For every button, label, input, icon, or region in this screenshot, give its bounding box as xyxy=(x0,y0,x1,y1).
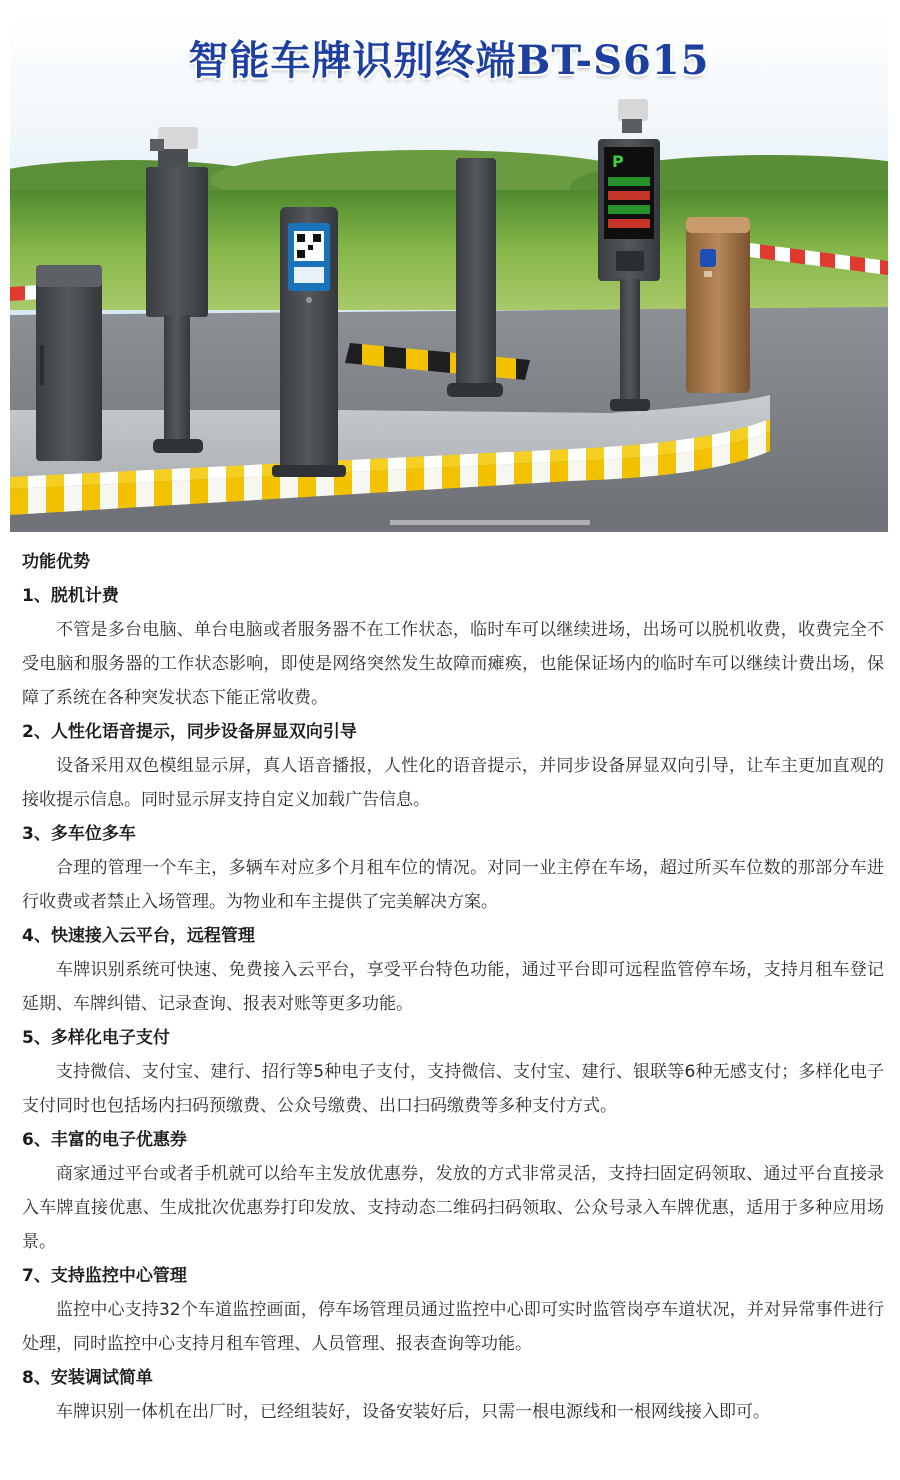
feature-body: 设备采用双色模组显示屏，真人语音播报，人性化的语音提示，并同步设备屏显双向引导，让车主更加直观的接收提示信息。同时显示屏支持自定义加载广告信息。 xyxy=(22,756,884,810)
feature-body: 不管是多台电脑、单台电脑或者服务器不在工作状态，临时车可以继续进场，出场可以脱机收费，收费完全不受电脑和服务器的工作状态影响，即使是网络突然发生故障而瘫痪，也能保证场内的临时车可以继续计费出场，保障了系统在各种突发状态下能正常收费。 xyxy=(22,620,884,708)
feature-title: 7、支持监控中心管理 xyxy=(22,1266,187,1286)
feature-body: 合理的管理一个车主，多辆车对应多个月租车位的情况。对同一业主停在车场，超过所买车位数的那部分车进行收费或者禁止入场管理。为物业和车主提供了完美解决方案。 xyxy=(22,858,884,912)
hero-banner xyxy=(10,15,888,532)
feature-section xyxy=(22,919,888,1021)
feature-section xyxy=(22,579,888,715)
display-p-letter: P xyxy=(612,152,624,171)
feature-title: 5、多样化电子支付 xyxy=(22,1028,170,1048)
feature-section xyxy=(22,1259,888,1361)
product-scene-illustration xyxy=(10,15,888,532)
feature-title: 4、快速接入云平台，远程管理 xyxy=(22,926,255,946)
features-heading: 功能优势 xyxy=(22,552,90,572)
feature-title: 6、丰富的电子优惠券 xyxy=(22,1130,187,1150)
product-title: 智能车牌识别终端BT-S615 xyxy=(188,37,710,84)
feature-section xyxy=(22,817,888,919)
feature-body: 支持微信、支付宝、建行、招行等5种电子支付，支持微信、支付宝、建行、银联等6种无感支付；多样化电子支付同时也包括场内扫码预缴费、公众号缴费、出口扫码缴费等多种支付方式。 xyxy=(22,1062,884,1116)
feature-section xyxy=(22,1361,888,1429)
feature-body: 车牌识别一体机在出厂时，已经组装好，设备安装好后，只需一根电源线和一根网线接入即可。 xyxy=(56,1402,770,1422)
feature-title: 8、安装调试简单 xyxy=(22,1368,153,1388)
feature-body: 商家通过平台或者手机就可以给车主发放优惠券，发放的方式非常灵活，支持扫固定码领取、通过平台直接录入车牌直接优惠、生成批次优惠券打印发放、支持动态二维码扫码领取、公众号录入车牌优惠，适用于多种应用场景。 xyxy=(22,1164,884,1252)
feature-title: 2、人性化语音提示，同步设备屏显双向引导 xyxy=(22,722,357,742)
feature-body: 车牌识别系统可快速、免费接入云平台，享受平台特色功能，通过平台即可远程监管停车场，支持月租车登记延期、车牌纠错、记录查询、报表对账等更多功能。 xyxy=(22,960,884,1014)
feature-section xyxy=(22,1021,888,1123)
feature-body: 监控中心支持32个车道监控画面，停车场管理员通过监控中心即可实时监管岗亭车道状况，并对异常事件进行处理，同时监控中心支持月租车管理、人员管理、报表查询等功能。 xyxy=(22,1300,884,1354)
feature-section xyxy=(22,1123,888,1259)
feature-title: 3、多车位多车 xyxy=(22,824,136,844)
feature-section xyxy=(22,715,888,817)
feature-content xyxy=(22,545,888,1429)
feature-title: 1、脱机计费 xyxy=(22,586,119,606)
